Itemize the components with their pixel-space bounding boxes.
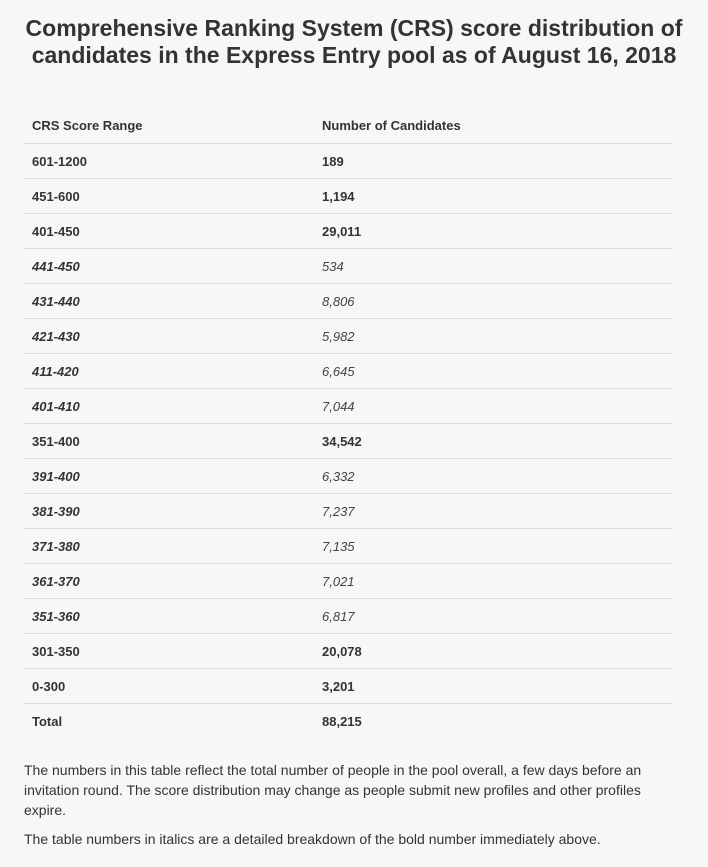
table-row <box>24 634 672 669</box>
candidate-count-cell: 5,982 <box>314 319 672 354</box>
score-range-cell: 421-430 <box>24 319 314 354</box>
table-row <box>24 669 672 704</box>
crs-distribution-table <box>24 108 672 738</box>
table-header-row <box>24 108 672 144</box>
table-total-row <box>24 704 672 739</box>
candidate-count-cell: 34,542 <box>314 424 672 459</box>
column-header-candidates: Number of Candidates <box>322 118 461 133</box>
score-range-cell: 0-300 <box>24 669 314 704</box>
table-note-explanation: The numbers in this table reflect the total number of people in the pool overall, a few days before an invitation round. The score distribution may change as people submit new profiles and other profiles expire. <box>24 762 642 818</box>
table-row <box>24 354 672 389</box>
score-range-cell: Total <box>24 704 314 739</box>
candidate-count-cell: 7,135 <box>314 529 672 564</box>
table-row <box>24 319 672 354</box>
score-range-cell: 451-600 <box>24 179 314 214</box>
score-range-cell: 601-1200 <box>24 144 314 179</box>
score-range-cell: 351-400 <box>24 424 314 459</box>
candidate-count-cell: 7,021 <box>314 564 672 599</box>
table-row <box>24 599 672 634</box>
candidate-count-cell: 6,817 <box>314 599 672 634</box>
page-title: Comprehensive Ranking System (CRS) score distribution of candidates in the Express Entry pool as of August 16, 2018 <box>25 15 683 68</box>
table-row <box>24 389 672 424</box>
candidate-count-cell: 88,215 <box>314 704 672 739</box>
candidate-count-cell: 1,194 <box>314 179 672 214</box>
table-row <box>24 459 672 494</box>
score-range-cell: 301-350 <box>24 634 314 669</box>
table-row <box>24 424 672 459</box>
candidate-count-cell: 6,332 <box>314 459 672 494</box>
table-row <box>24 284 672 319</box>
candidate-count-cell: 8,806 <box>314 284 672 319</box>
table-body <box>24 144 672 739</box>
score-range-cell: 411-420 <box>24 354 314 389</box>
table-row <box>24 249 672 284</box>
table-row <box>24 179 672 214</box>
table-row <box>24 564 672 599</box>
candidate-count-cell: 6,645 <box>314 354 672 389</box>
score-range-cell: 381-390 <box>24 494 314 529</box>
candidate-count-cell: 7,044 <box>314 389 672 424</box>
score-range-cell: 361-370 <box>24 564 314 599</box>
table-row <box>24 529 672 564</box>
candidate-count-cell: 7,237 <box>314 494 672 529</box>
score-range-cell: 351-360 <box>24 599 314 634</box>
candidate-count-cell: 189 <box>314 144 672 179</box>
candidate-count-cell: 534 <box>314 249 672 284</box>
score-range-cell: 371-380 <box>24 529 314 564</box>
score-range-cell: 441-450 <box>24 249 314 284</box>
table-row <box>24 494 672 529</box>
candidate-count-cell: 3,201 <box>314 669 672 704</box>
table-row <box>24 214 672 249</box>
score-range-cell: 401-450 <box>24 214 314 249</box>
score-range-cell: 431-440 <box>24 284 314 319</box>
candidate-count-cell: 20,078 <box>314 634 672 669</box>
table-row <box>24 144 672 179</box>
table-note-italics: The table numbers in italics are a detailed breakdown of the bold number immediately above. <box>24 831 601 847</box>
score-range-cell: 391-400 <box>24 459 314 494</box>
column-header-score-range: CRS Score Range <box>32 118 143 133</box>
score-range-cell: 401-410 <box>24 389 314 424</box>
candidate-count-cell: 29,011 <box>314 214 672 249</box>
